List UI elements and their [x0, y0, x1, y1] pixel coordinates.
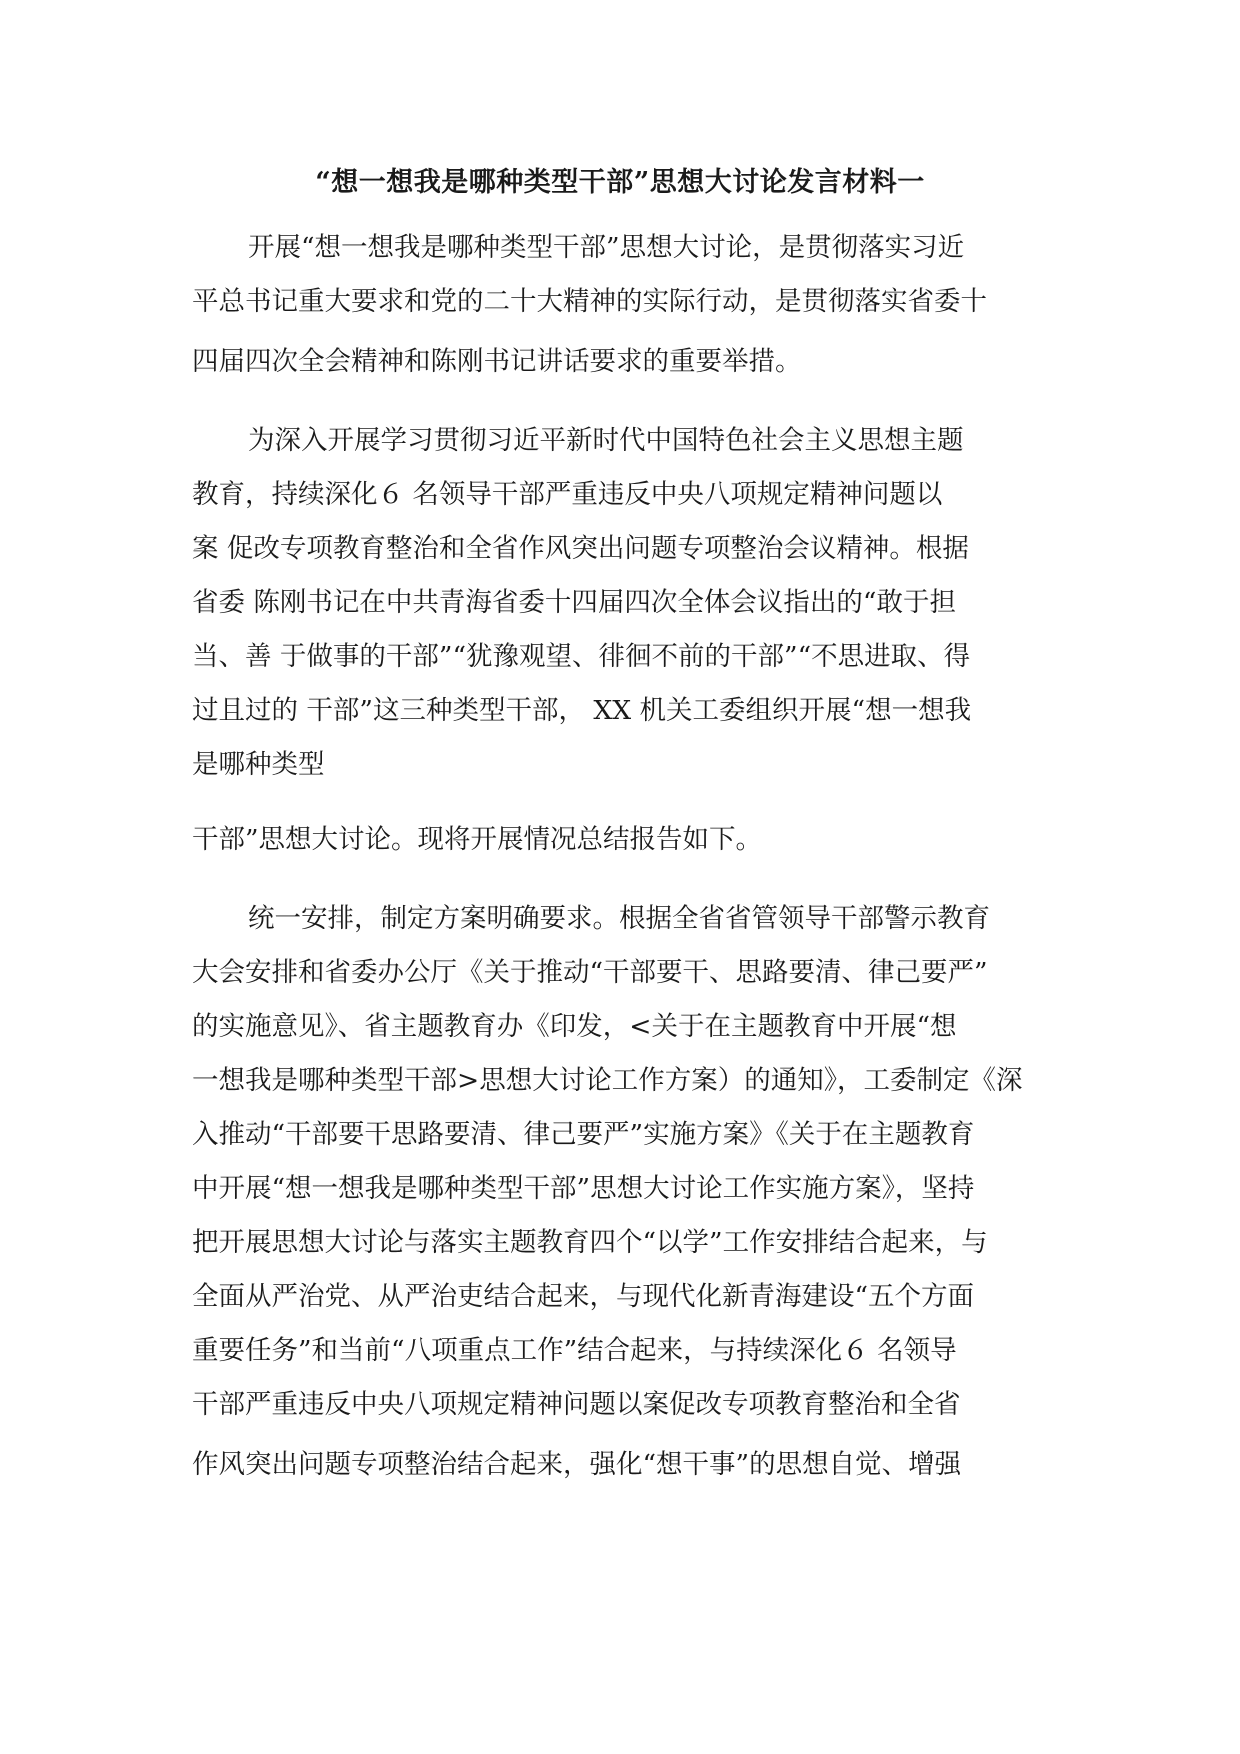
paragraph-line: 重要任务”和当前“八项重点工作”结合起来，与持续深化６ 名领导: [192, 1335, 957, 1366]
paragraph-line: 干部”思想大讨论。现将开展情况总结报告如下。: [192, 824, 763, 855]
paragraph-line: 省委 陈刚书记在中共青海省委十四届四次全体会议指出的“敢于担: [192, 587, 956, 618]
paragraph-line: 过且过的 干部”这三种类型干部， XX 机关工委组织开展“想一想我: [192, 695, 972, 726]
paragraph-line: 入推动“干部要干思路要清、律己要严”实施方案》《关于在主题教育: [192, 1119, 975, 1150]
paragraph-line: 案 促改专项教育整治和全省作风突出问题专项整治会议精神。根据: [192, 533, 969, 564]
paragraph-line: 全面从严治党、从严治吏结合起来，与现代化新青海建设“五个方面: [192, 1281, 975, 1312]
paragraph-line: 当、善 于做事的干部”“犹豫观望、徘徊不前的干部”“不思进取、得: [192, 641, 971, 672]
paragraph-line: 教育，持续深化６ 名领导干部严重违反中央八项规定精神问题以: [192, 479, 943, 510]
paragraph-line: 一想我是哪种类型干部>思想大讨论工作方案）的通知》，工委制定《深: [192, 1065, 1023, 1096]
paragraph-line: 中开展“想一想我是哪种类型干部”思想大讨论工作实施方案》，坚持: [192, 1173, 975, 1204]
paragraph-line: 四届四次全会精神和陈刚书记讲话要求的重要举措。: [192, 346, 802, 377]
paragraph-line: 大会安排和省委办公厅《关于推动“干部要干、思路要清、律己要严”: [192, 957, 988, 988]
paragraph-line: 干部严重违反中央八项规定精神问题以案促改专项教育整治和全省: [192, 1389, 961, 1420]
paragraph-line: 开展“想一想我是哪种类型干部”思想大讨论，是贯彻落实习近: [248, 232, 965, 263]
paragraph-line: 作风突出问题专项整治结合起来，强化“想干事”的思想自觉、增强: [192, 1449, 962, 1480]
paragraph-line: 是哪种类型: [192, 749, 325, 780]
paragraph-line: 统一安排，制定方案明确要求。根据全省省管领导干部警示教育: [248, 903, 990, 934]
paragraph-line: 为深入开展学习贯彻习近平新时代中国特色社会主义思想主题: [248, 425, 964, 456]
paragraph-line: 平总书记重大要求和党的二十大精神的实际行动，是贯彻落实省委十: [192, 286, 987, 317]
paragraph-line: 把开展思想大讨论与落实主题教育四个“以学”工作安排结合起来，与: [192, 1227, 988, 1258]
paragraph-line: 的实施意见》、省主题教育办《印发，<关于在主题教育中开展“想: [192, 1011, 957, 1042]
page-title: “想一想我是哪种类型干部”思想大讨论发言材料一: [315, 167, 925, 198]
